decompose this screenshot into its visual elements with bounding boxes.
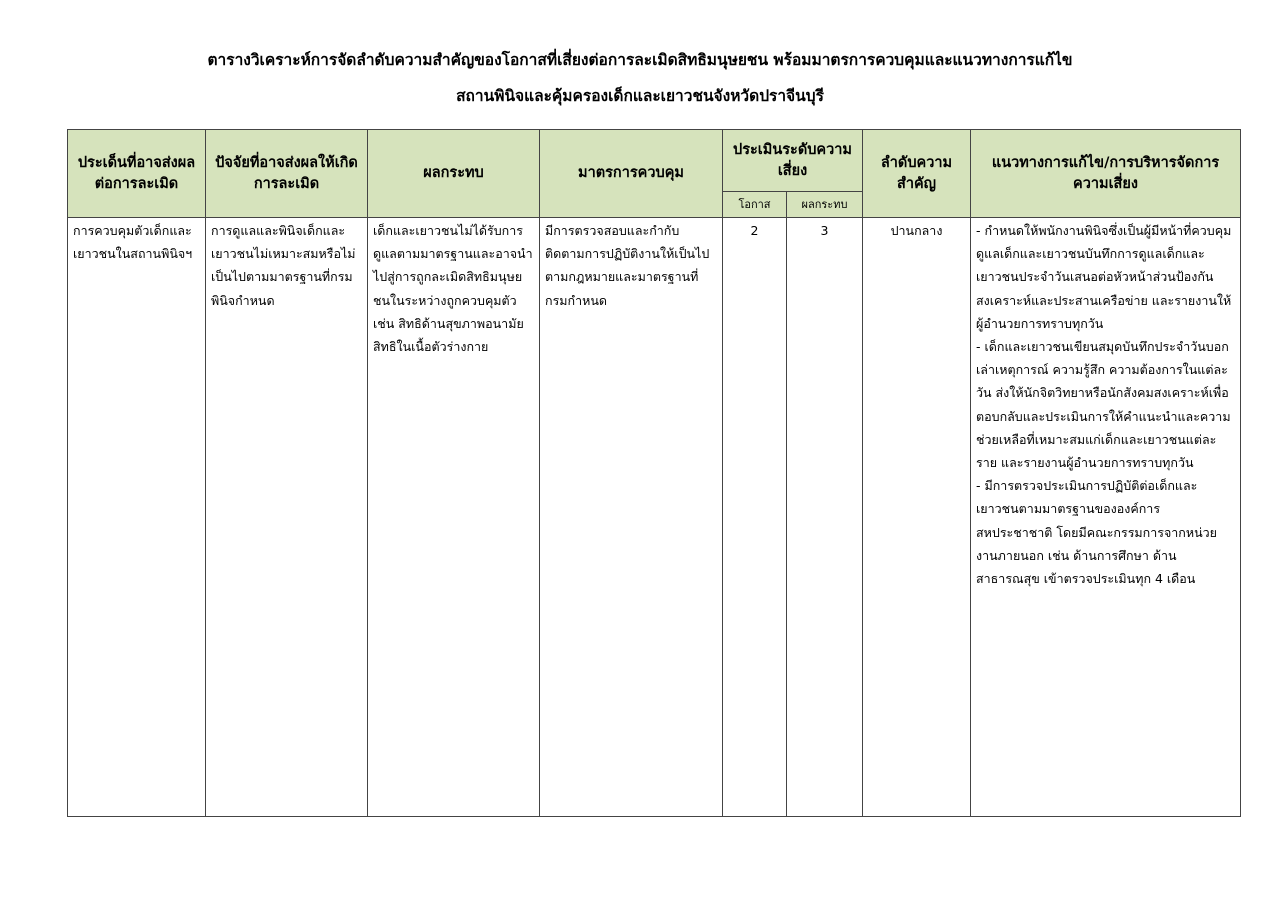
document-title-line-1: ตารางวิเคราะห์การจัดลำดับความสำคัญของโอกาสที่เสี่ยงต่อการละเมิดสิทธิมนุษยชน พร้อมมาตรการควบคุมและแนวทางการแก้ไข — [207, 51, 1073, 69]
cell-issue: การควบคุมตัวเด็กและเยาวชนในสถานพินิจฯ — [68, 218, 206, 817]
mitigation-item: - กำหนดให้พนักงานพินิจซึ่งเป็นผู้มีหน้าที่ควบคุมดูแลเด็กและเยาวชนบันทึกการดูแลเด็กและเยาวชนประจำวันเสนอต่อหัวหน้าส่วนป้องกันสงเคราะห์และประสานเครือข่าย และรายงานให้ผู้อำนวยการทราบทุกวัน — [976, 223, 1232, 331]
cell-mitigation — [971, 218, 1241, 817]
header-likelihood: โอกาส — [723, 192, 787, 218]
mitigation-item: - เด็กและเยาวชนเขียนสมุดบันทึกประจำวันบอกเล่าเหตุการณ์ ความรู้สึก ความต้องการในแต่ละวัน ส่งให้นักจิตวิทยาหรือนักสังคมสงเคราะห์เพื่อตอบกลับและประเมินการให้คำแนะนำและความช่วยเหลือที่เหมาะสมแก่เด็กและเยาวชนแต่ละราย และรายงานผู้อำนวยการทราบทุกวัน — [976, 339, 1231, 471]
header-control: มาตรการควบคุม — [540, 130, 723, 218]
cell-likelihood: 2 — [723, 218, 787, 817]
risk-analysis-table — [67, 129, 1241, 817]
header-impact: ผลกระทบ — [368, 130, 540, 218]
cell-impact: เด็กและเยาวชนไม่ได้รับการดูแลตามมาตรฐานและอาจนำไปสู่การถูกละเมิดสิทธิมนุษยชนในระหว่างถูกควบคุมตัว เช่น สิทธิด้านสุขภาพอนามัย สิทธิในเนื้อตัวร่างกาย — [368, 218, 540, 817]
cell-priority: ปานกลาง — [863, 218, 971, 817]
header-risk-level: ประเมินระดับความเสี่ยง — [723, 130, 863, 192]
document-title-line-2: สถานพินิจและคุ้มครองเด็กและเยาวชนจังหวัดปราจีนบุรี — [456, 87, 824, 105]
cell-control: มีการตรวจสอบและกำกับติดตามการปฏิบัติงานให้เป็นไปตามกฎหมายและมาตรฐานที่กรมกำหนด — [540, 218, 723, 817]
header-issue: ประเด็นที่อาจส่งผลต่อการละเมิด — [68, 130, 206, 218]
header-priority: ลำดับความสำคัญ — [863, 130, 971, 218]
table-row — [68, 218, 1241, 817]
mitigation-item: - มีการตรวจประเมินการปฏิบัติต่อเด็กและเยาวชนตามมาตรฐานขององค์การสหประชาชาติ โดยมีคณะกรรมการจากหน่วยงานภายนอก เช่น ด้านการศึกษา ด้านสาธารณสุข เข้าตรวจประเมินทุก 4 เดือน — [976, 478, 1217, 587]
cell-severity: 3 — [787, 218, 863, 817]
header-severity: ผลกระทบ — [787, 192, 863, 218]
header-mitigation: แนวทางการแก้ไข/การบริหารจัดการความเสี่ยง — [971, 130, 1241, 218]
header-row — [68, 130, 1241, 192]
header-factor: ปัจจัยที่อาจส่งผลให้เกิดการละเมิด — [206, 130, 368, 218]
cell-factor: การดูแลและพินิจเด็กและเยาวชนไม่เหมาะสมหรือไม่เป็นไปตามมาตรฐานที่กรมพินิจกำหนด — [206, 218, 368, 817]
